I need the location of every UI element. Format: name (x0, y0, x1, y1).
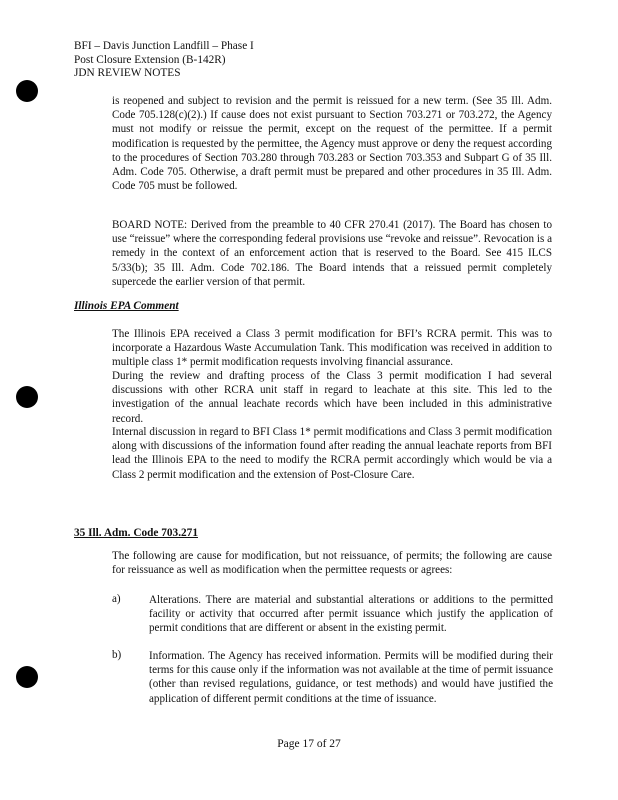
item-a-label: a) (112, 593, 121, 605)
board-note: BOARD NOTE: Derived from the preamble to 40 CFR 270.41 (2017). The Board has chosen to use “reissue” where the corresponding federal provisions use “revoke and reissue”. Revocation is a remedy in the context of an enforcement action that is reserved to the Board. See 415 ILCS 5/33(b); 35 Ill. Adm. Code 702.186. The Board intends that a reissued permit completely supercede the earlier version of that permit. (112, 219, 552, 288)
item-a-text: Alterations. There are material and substantial alterations or additions to the permitted facility or activity that occurred after permit issuance which justify the application of permit conditions that are different or absent in the existing permit. (149, 594, 553, 635)
punch-hole-middle (16, 386, 38, 408)
header-project-title: BFI – Davis Junction Landfill – Phase I (74, 40, 254, 52)
page-number: Page 17 of 27 (277, 738, 341, 750)
code-intro-paragraph: The following are cause for modification, but not reissuance, of permits; the following are cause for reissuance as well as modification when the permittee requests or agrees: (112, 550, 552, 577)
item-b-text: Information. The Agency has received information. Permits will be modified during their terms for this cause only if the information was not available at the time of permit issuance (other than revised regulations, guidance, or test methods) and would have justified the application of different permit conditions at the time of issuance. (149, 650, 553, 705)
punch-hole-top (16, 80, 38, 102)
header-subtitle: Post Closure Extension (B-142R) (74, 53, 226, 66)
item-b-label: b) (112, 649, 122, 661)
epa-comment-paragraph-1: The Illinois EPA received a Class 3 permit modification for BFI’s RCRA permit. This was to incorporate a Hazardous Waste Accumulation Tank. This modification was received in addition to multiple class 1* permit modification requests involving financial assurance. (112, 328, 552, 369)
document-header (74, 40, 254, 81)
paragraph-reopened: is reopened and subject to revision and the permit is reissued for a new term. (See 35 Ill. Adm. Code 705.128(c)(2).) If cause does not exist pursuant to Section 703.271 or 703.272, the Agency must not modify or reissue the permit, except on the request of the permittee. If a permit modification is requested by the permittee, the Agency must approve or deny the request according to the procedures of Section 703.280 through 703.283 or Section 703.353 and Subpart G of 35 Ill. Adm. Code 705. Otherwise, a draft permit must be prepared and other procedures in 35 Ill. Adm. Code 705 must be followed. (112, 95, 552, 193)
punch-hole-bottom (16, 666, 38, 688)
heading-code-703-271: 35 Ill. Adm. Code 703.271 (74, 527, 198, 539)
epa-comment-paragraph-2: During the review and drafting process of the Class 3 permit modification I had several discussions with other RCRA unit staff in regard to leachate at this site. This led to the investigation of the annual leachate records which have been included in this administrative record. (112, 370, 552, 425)
epa-comment-paragraph-3: Internal discussion in regard to BFI Class 1* permit modifications and Class 3 permit modification along with discussions of the information found after reading the annual leachate reports from BFI lead the Illinois EPA to the need to modify the RCRA permit accordingly which would be via a Class 2 permit modification and the extension of Post-Closure Care. (112, 426, 552, 481)
header-review-notes: JDN REVIEW NOTES (74, 67, 181, 79)
heading-illinois-epa-comment: Illinois EPA Comment (74, 300, 179, 312)
